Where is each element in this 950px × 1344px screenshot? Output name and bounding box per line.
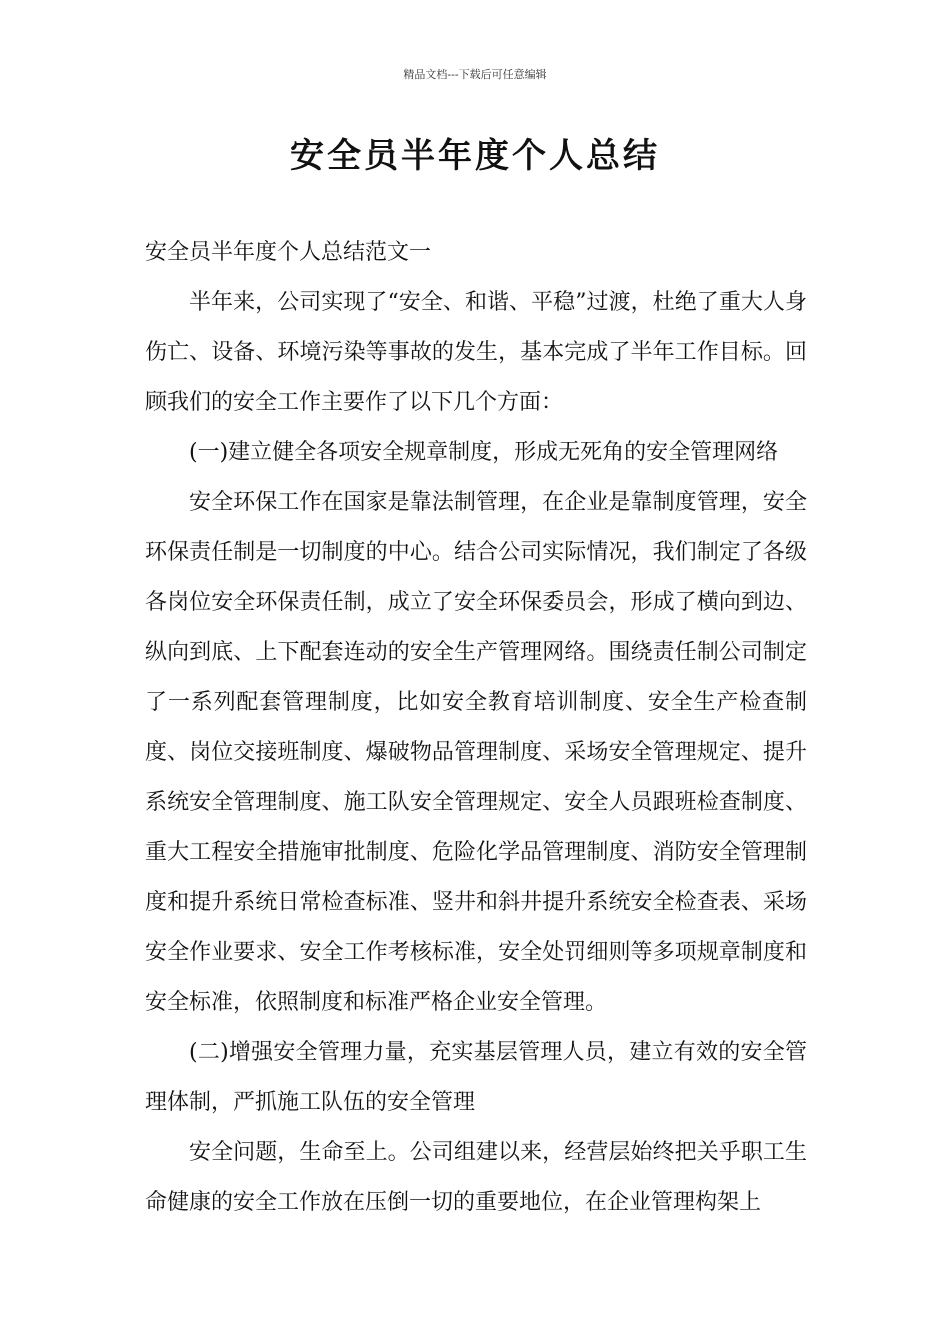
subheading-2: (二)增强安全管理力量，充实基层管理人员，建立有效的安全管理体制，严抓施工队伍的安全管理: [145, 1040, 807, 1115]
paragraph-rules: 安全环保工作在国家是靠法制管理，在企业是靠制度管理，安全环保责任制是一切制度的中心。结合公司实际情况，我们制定了各级各岗位安全环保责任制，成立了安全环保委员会，形成了横向到边、纵向到底、上下配套连动的安全生产管理网络。围绕责任制公司制定了一系列配套管理制度，比如安全教育培训制度、安全生产检查制度、岗位交接班制度、爆破物品管理制度、采场安全管理规定、提升系统安全管理制度、施工队安全管理规定、安全人员跟班检查制度、重大工程安全措施审批制度、危险化学品管理制度、消防安全管理制度和提升系统日常检查标准、竖井和斜井提升系统安全检查表、采场安全作业要求、安全工作考核标准，安全处罚细则等多项规章制度和安全标准，依照制度和标准严格企业安全管理。: [145, 490, 807, 1015]
section-heading: 安全员半年度个人总结范文一: [145, 240, 432, 265]
header-note: 精品文档---下载后可任意编辑: [403, 68, 547, 81]
document-title: 安全员半年度个人总结: [290, 136, 660, 176]
subheading-1: (一)建立健全各项安全规章制度，形成无死角的安全管理网络: [189, 440, 779, 465]
document-body: [145, 228, 807, 1228]
paragraph-intro: 半年来，公司实现了“安全、和谐、平稳”过渡，杜绝了重大人身伤亡、设备、环境污染等事故的发生，基本完成了半年工作目标。回顾我们的安全工作主要作了以下几个方面：: [145, 290, 807, 415]
paragraph-management: 安全问题，生命至上。公司组建以来，经营层始终把关乎职工生命健康的安全工作放在压倒一切的重要地位，在企业管理构架上: [145, 1140, 807, 1215]
